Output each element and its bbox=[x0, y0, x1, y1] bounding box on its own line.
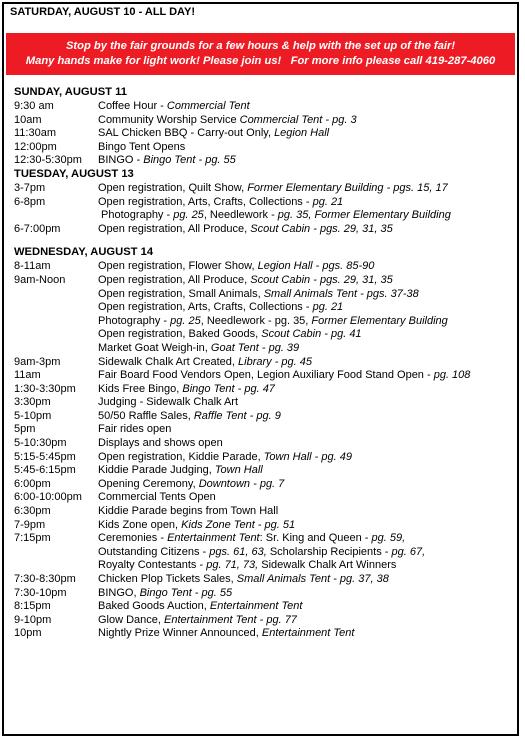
event-row bbox=[14, 464, 514, 478]
event-description: BINGO, Bingo Tent - pg. 55 bbox=[98, 586, 233, 599]
schedule-list bbox=[14, 86, 514, 641]
event-description: SAL Chicken BBQ - Carry-out Only, Legion Hall bbox=[98, 127, 330, 140]
event-time: 8-11am bbox=[14, 260, 51, 273]
event-description: Fair Board Food Vendors Open, Legion Auxiliary Food Stand Open - pg. 108 bbox=[98, 369, 471, 382]
schedule-frame bbox=[2, 2, 519, 736]
event-row bbox=[14, 141, 514, 155]
event-row bbox=[14, 437, 514, 451]
event-time: 7:30-10pm bbox=[14, 586, 67, 599]
event-row bbox=[14, 209, 514, 223]
event-row bbox=[14, 196, 514, 210]
event-time: 10am bbox=[14, 113, 42, 126]
event-row bbox=[14, 505, 514, 519]
event-time: 5-10:30pm bbox=[14, 437, 67, 450]
event-description: Nightly Prize Winner Announced, Entertainment Tent bbox=[98, 627, 355, 640]
event-time: 6:30pm bbox=[14, 505, 51, 518]
event-time: 6-8pm bbox=[14, 195, 46, 208]
event-row bbox=[14, 491, 514, 505]
event-time: 1:30-3:30pm bbox=[14, 382, 76, 395]
event-row bbox=[14, 260, 514, 274]
event-row bbox=[14, 451, 514, 465]
event-description: Opening Ceremony, Downtown - pg. 7 bbox=[98, 477, 285, 490]
event-time bbox=[14, 288, 98, 302]
event-description: Judging - Sidewalk Chalk Art bbox=[98, 396, 239, 409]
event-time bbox=[14, 209, 98, 223]
banner-line-2: Many hands make for light work! Please join us! For more info please call 419-287-4060 bbox=[25, 55, 496, 67]
event-description: Kids Zone open, Kids Zone Tent - pg. 51 bbox=[98, 518, 296, 531]
event-row bbox=[14, 369, 514, 383]
event-description: Sidewalk Chalk Art Created, Library - pg. 45 bbox=[98, 355, 312, 368]
event-description: Kiddie Parade Judging, Town Hall bbox=[98, 464, 263, 477]
event-description: Open registration, Baked Goods, Scout Cabin - pg. 41 bbox=[98, 328, 362, 341]
event-description: BINGO - Bingo Tent - pg. 55 bbox=[98, 154, 236, 167]
event-row bbox=[14, 342, 514, 356]
event-time bbox=[14, 328, 98, 342]
event-time: 7:15pm bbox=[14, 532, 51, 545]
event-row bbox=[14, 100, 514, 114]
event-row bbox=[14, 315, 514, 329]
event-description: Open registration, Quilt Show, Former Elementary Building - pgs. 15, 17 bbox=[98, 181, 448, 194]
event-row bbox=[14, 600, 514, 614]
event-row bbox=[14, 519, 514, 533]
event-row bbox=[14, 478, 514, 492]
event-description: Open registration, Arts, Crafts, Collections - pg. 21 bbox=[98, 195, 344, 208]
event-description: Glow Dance, Entertainment Tent - pg. 77 bbox=[98, 613, 297, 626]
saturday-heading: SATURDAY, AUGUST 10 - ALL DAY! bbox=[10, 6, 195, 18]
day-heading: TUESDAY, AUGUST 13 bbox=[14, 167, 134, 180]
event-row bbox=[14, 546, 514, 560]
event-time: 11am bbox=[14, 369, 41, 382]
event-row bbox=[14, 182, 514, 196]
event-row bbox=[14, 383, 514, 397]
event-row bbox=[14, 587, 514, 601]
event-row bbox=[14, 423, 514, 437]
event-time bbox=[14, 559, 98, 573]
event-time bbox=[14, 315, 98, 329]
event-description: Open registration, All Produce, Scout Cabin - pgs. 29, 31, 35 bbox=[98, 222, 393, 235]
event-description: Ceremonies - Entertainment Tent: Sr. King and Queen - pg. 59, bbox=[98, 532, 406, 545]
event-time: 11:30am bbox=[14, 127, 56, 140]
event-description: Displays and shows open bbox=[98, 437, 223, 450]
event-time: 6:00pm bbox=[14, 477, 51, 490]
event-time: 6-7:00pm bbox=[14, 222, 61, 235]
event-time: 12:00pm bbox=[14, 140, 57, 153]
event-row bbox=[14, 396, 514, 410]
banner-line-1: Stop by the fair grounds for a few hours & help with the set up of the fair! bbox=[65, 40, 456, 52]
event-time bbox=[14, 546, 98, 560]
event-time: 9am-Noon bbox=[14, 273, 66, 286]
event-row bbox=[14, 573, 514, 587]
event-time: 7:30-8:30pm bbox=[14, 573, 76, 585]
volunteer-banner bbox=[6, 33, 515, 75]
event-description: Coffee Hour - Commercial Tent bbox=[98, 100, 250, 112]
event-row bbox=[14, 627, 514, 641]
event-description: Chicken Plop Tickets Sales, Small Animals Tent - pg. 37, 38 bbox=[98, 573, 389, 585]
event-description: Outstanding Citizens - pgs. 61, 63, Scholarship Recipients - pg. 67, bbox=[98, 545, 426, 558]
event-description: Open registration, Arts, Crafts, Collections - pg. 21 bbox=[98, 301, 344, 314]
day-heading: SUNDAY, AUGUST 11 bbox=[14, 86, 127, 98]
day-heading: WEDNESDAY, AUGUST 14 bbox=[14, 246, 154, 259]
event-time: 6:00-10:00pm bbox=[14, 491, 82, 504]
event-row bbox=[14, 328, 514, 342]
event-description: Open registration, Kiddie Parade, Town Hall - pg. 49 bbox=[98, 450, 352, 463]
event-time: 9am-3pm bbox=[14, 355, 61, 368]
event-description: 50/50 Raffle Sales, Raffle Tent - pg. 9 bbox=[98, 409, 281, 422]
event-time: 7-9pm bbox=[14, 518, 46, 531]
event-description: Open registration, Flower Show, Legion Hall - pgs. 85-90 bbox=[98, 260, 375, 273]
event-time: 5:15-5:45pm bbox=[14, 450, 76, 463]
day-gap bbox=[14, 236, 514, 246]
event-time: 3:30pm bbox=[14, 396, 51, 409]
event-time: 10pm bbox=[14, 627, 42, 640]
event-time: 9-10pm bbox=[14, 613, 52, 626]
event-row bbox=[14, 127, 514, 141]
event-row bbox=[14, 559, 514, 573]
event-description: Community Worship Service Commercial Tent - pg. 3 bbox=[98, 113, 357, 126]
event-row bbox=[14, 114, 514, 128]
event-time bbox=[14, 301, 98, 315]
event-row bbox=[14, 223, 514, 237]
event-description: Kiddie Parade begins from Town Hall bbox=[98, 505, 279, 518]
event-description: Commercial Tents Open bbox=[98, 491, 216, 504]
event-time: 5-10pm bbox=[14, 409, 52, 422]
event-time: 3-7pm bbox=[14, 181, 46, 194]
event-time: 5pm bbox=[14, 423, 36, 436]
event-time bbox=[14, 342, 98, 356]
event-description: Photography - pg. 25, Needlework - pg. 35, Former Elementary Building bbox=[98, 209, 451, 222]
event-description: Baked Goods Auction, Entertainment Tent bbox=[98, 600, 303, 613]
event-description: Photography - pg. 25, Needlework - pg. 35, Former Elementary Building bbox=[98, 314, 448, 327]
event-description: Open registration, All Produce, Scout Cabin - pgs. 29, 31, 35 bbox=[98, 273, 393, 286]
event-time: 12:30-5:30pm bbox=[14, 154, 82, 167]
event-row bbox=[14, 410, 514, 424]
event-row bbox=[14, 356, 514, 370]
event-row bbox=[14, 614, 514, 628]
event-description: Open registration, Small Animals, Small Animals Tent - pgs. 37-38 bbox=[98, 287, 419, 300]
event-row bbox=[14, 274, 514, 288]
event-time: 5:45-6:15pm bbox=[14, 464, 76, 477]
event-description: Kids Free Bingo, Bingo Tent - pg. 47 bbox=[98, 382, 275, 395]
event-description: Royalty Contestants - pg. 71, 73, Sidewalk Chalk Art Winners bbox=[98, 559, 397, 572]
event-description: Bingo Tent Opens bbox=[98, 140, 186, 153]
event-row bbox=[14, 154, 514, 168]
event-row bbox=[14, 301, 514, 315]
event-row bbox=[14, 288, 514, 302]
event-time: 9:30 am bbox=[14, 100, 54, 112]
event-description: Fair rides open bbox=[98, 423, 172, 436]
event-time: 8:15pm bbox=[14, 600, 51, 613]
event-description: Market Goat Weigh-in, Goat Tent - pg. 39 bbox=[98, 341, 300, 354]
event-row bbox=[14, 532, 514, 546]
